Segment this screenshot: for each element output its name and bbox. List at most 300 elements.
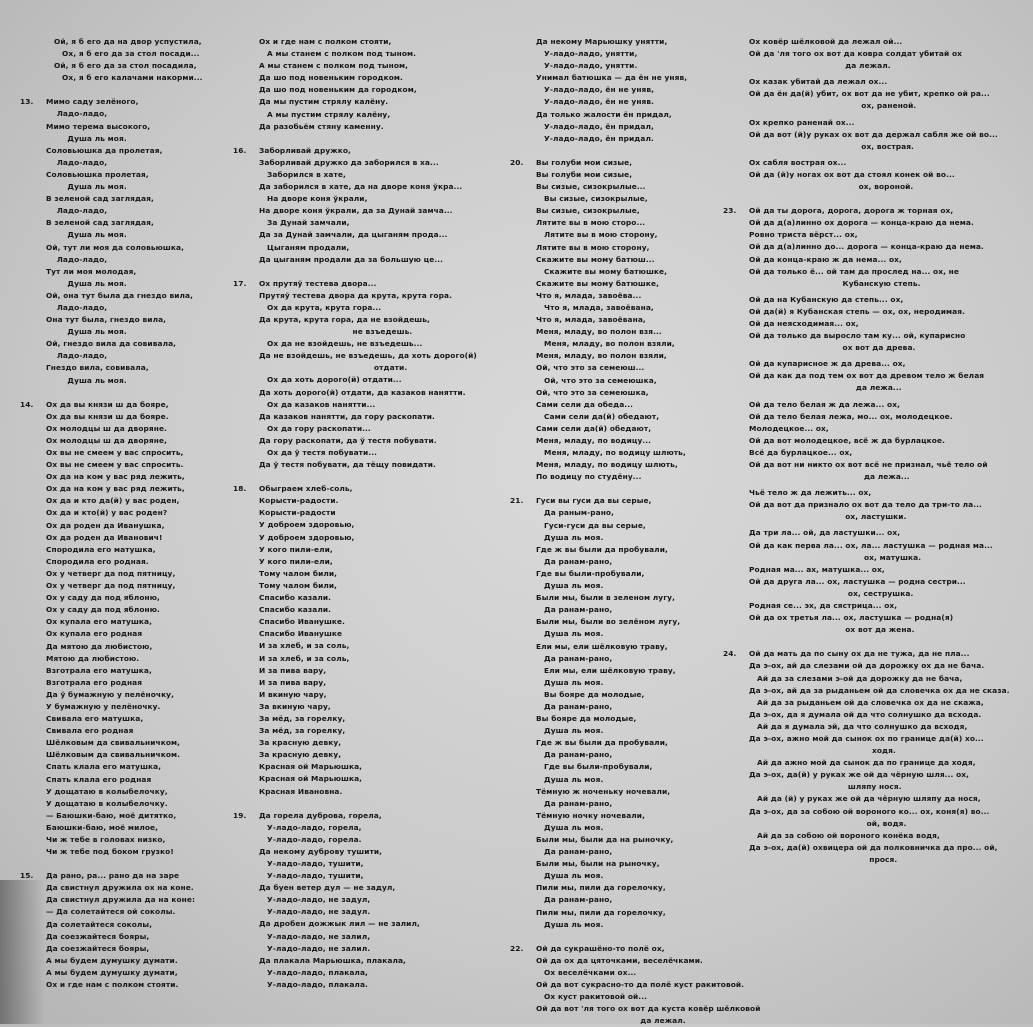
lyric-line: Да не взойдешь, не взъедешь, да хоть дорого(й) [259,351,477,361]
lyric-line: Ох да казаков нанятти... [259,399,376,409]
lyric-line: Ой да вот (й)у руках ох вот да держал сабля же ой во... [749,129,998,139]
lyric-line: Да шо под новеньким городком. [259,73,403,83]
lyric-line: У-ладо-ладо, горела. [259,834,362,844]
lyric-line: Были мы, были во зелёном лугу, [536,617,681,627]
song-block [20,870,220,991]
lyric-line: За красную девку, [259,750,342,760]
lyric-line: Ой, что это за семеюш... [536,363,645,373]
lyric-line: Что я, млада, завоёвана, [536,302,654,312]
lyric-line: Ох да хоть дорого(й) отдати... [259,375,402,385]
lyric-line: У-ладо-ладо, тушити, [259,859,364,868]
lyric-line: Да соезжайтеся бояры, [46,943,150,953]
lyric-line: Душа ль моя. [536,629,604,639]
lyric-line: Корысти-радости. [259,496,339,506]
lyric-line: А мы станем с полком под тыном, [259,61,409,71]
lyric-line: Мимо саду зелёного, [46,97,139,107]
lyric-line: Были мы, были в зеленом лугу, [536,593,675,603]
page-edge-shadow [0,880,45,1024]
song-number: 15. [20,871,34,881]
lyric-line: Ох у саду да под яблоню, [46,593,160,603]
lyric-line: Да три ла... ой, да ластушки... ох, [749,528,901,538]
song-block [510,36,700,145]
lyric-line: Цыганям продали, [259,242,350,252]
lyric-line: Ой да ты дорога, дорога, дорога ж торная ох, [749,206,954,216]
lyric-line: Ох купала его матушка, [46,617,153,627]
lyric-line: У-ладо-ладо, не залил, [259,931,371,941]
lyric-line: Ладо-ладо, [46,302,108,312]
lyric-line: У доброем здоровью, [259,532,355,542]
lyric-line: Прутяў тестева двора да крута, крута гора. [259,290,452,300]
lyric-line: Да шо под новеньким да городком, [259,85,417,95]
lyric-line: ох, ластушки. [749,512,907,522]
lyric-line: Ой да как да под тем ох вот да древом тело ж белая [749,371,985,381]
lyric-line: У кого пили-ели, [259,544,333,554]
lyric-line: Спасибо казали. [259,605,332,615]
lyric-line: Были мы, были да на рыночку, [536,835,674,844]
lyric-line: Ой да друга ла... ох, ластушка — родна сестри... [749,576,966,586]
lyric-line: Красная Ивановна. [259,786,343,796]
lyric-line: Да свистнул дружила ох на коне. [46,883,194,893]
lyric-line: Ой да вот 'ля того ох вот да куста ковёр шёлковой [536,1004,761,1014]
lyric-line: Ладо-ладо, [46,351,108,361]
lyric-line: Меня, младу, по водицу... [536,436,652,445]
lyric-line: Ох прутяў тестева двора... [259,278,377,288]
lyric-line: Ладо-ладо, [46,157,108,167]
lyric-line: Родная се... эх, да сястрица... ох, [749,601,898,611]
lyric-line: В зеленой сад заглядая, [46,218,154,228]
lyric-line: За мёд, за горелку, [259,713,346,723]
lyric-line: Ох да на ком у вас ряд лежить, [46,472,185,482]
lyric-line: Она тут была, гнездо вила, [46,315,167,325]
lyric-line: Ай да за собою ой вороного конёка водя, [749,830,940,840]
lyric-line: Да ранам-рано, [536,895,613,905]
lyric-line: ох, матушка. [749,552,922,562]
lyric-line: Ох молодцы ш да дворяне, [46,435,167,445]
lyric-line: Ох и где нам с полком стояти, [259,37,392,46]
lyric-line: Да хоть дорого(й) отдати, да казаков нанятти. [259,387,466,397]
lyric-line: Да э-ох, да за собою ой вороного ко... ох, коня(я) во... [749,806,990,816]
lyric-line: У-ладо-ладо, не задул. [259,907,371,917]
lyric-line: Душа ль моя. [46,182,127,192]
lyric-line: Да горела дуброва, горела, [259,810,382,820]
lyric-line: Где вы были-пробували, [536,762,653,772]
lyric-line: Да соезжайтеся бояры, [46,931,150,941]
lyric-line: Душа ль моя. [536,677,604,687]
lyric-line: Ай да ажно мой да сынок да по границе да ходя, [749,758,976,768]
lyric-line: Да свистнул дружила да на коне: [46,895,195,905]
lyric-line: У дощатаю в колыбелочку, [46,786,168,796]
lyric-line: ох, вострая. [749,141,914,151]
lyric-line: ох вот да жена. [749,625,915,635]
lyric-line: Унимал батюшка — да ён не уняв, [536,73,688,83]
lyric-line: А мы пустим стрялу калёну, [259,109,391,119]
lyric-line: Вы бояре да молодые, [536,689,645,699]
lyric-line: Да ранам-рано, [536,847,613,857]
lyric-line: Да цыганям продали да за большую це... [259,254,444,264]
lyric-line: Ой да неясходимая... ох, [749,318,859,328]
lyric-line: Ой да 'ля того ох вот да ковра солдат убитай ох [749,49,963,59]
lyric-line: Ох да крута, крута гора... [259,302,382,312]
lyric-line: Да э-ох, да(й) охвицера ой да полковничка да про... ой, [749,842,998,852]
lyric-line: Ох да гору раскопати... [259,423,371,433]
lyric-line: Да э-ох, ай да за рыданьем ой да словечка ох да не сказа. [749,685,1010,695]
song-block [20,399,220,859]
lyric-line: Чьё тело ж да лежить... ох, [749,488,872,498]
song-block [233,483,488,797]
lyric-line: Красная ой Марьюшка, [259,774,363,784]
lyric-line: Ой да ох третья ла... ох, ластушка — родна(я) [749,613,954,623]
lyric-line: Меня, младу, во полон взяли, [536,339,675,349]
lyric-line: ходя. [749,746,896,756]
lyric-line: У-ладо-ладо, горела, [259,822,362,832]
song-block [233,145,488,266]
lyric-line: Ели мы, ели шёлковую траву, [536,665,676,675]
lyrics-column-1 [20,36,220,991]
lyric-line: Чи ж тебе под боком грузко! [46,847,174,857]
lyric-line: Меня, младу, по водицу шлють, [536,460,678,470]
lyric-line: Душа ль моя. [536,726,604,736]
lyric-line: Лятите вы в мою сторо... [536,218,646,228]
lyric-line: Да заборился в хате, да на дворе коня ўкра... [259,182,463,192]
lyric-line: У-ладо-ладо, ён не уняв, [536,85,655,95]
lyric-line: У-ладо-ладо, ён не уняв. [536,97,655,107]
lyric-line: Спать клала его матушка, [46,762,162,772]
lyric-line: Гуси вы гуси да вы серые, [536,496,652,506]
lyric-line: Ох крепко раненай ох... [749,117,855,127]
lyric-line: За мёд, за горелку, [259,726,346,736]
lyric-line: Гнездо вила, совивала, [46,363,149,373]
lyric-line: Ой да только да выросло там ку... ой, купарисно [749,331,966,341]
lyric-line: да лежал. [536,1016,686,1026]
lyric-line: И за хлеб, и за соль, [259,641,350,651]
song-block [233,36,488,133]
lyric-line: ой, водя. [749,818,907,828]
lyric-line: Ой да тело белая ж да лежа... ох, [749,399,900,409]
lyric-line: У-ладо-ладо, унятти. [536,61,638,71]
song-number: 19. [233,810,247,820]
lyric-line: Да крута, крута гора, да не взойдешь, [259,314,430,324]
lyric-line: Да ранам-рано, [536,556,613,566]
lyric-line: Лятите вы в мою сторону, [536,230,658,240]
lyric-line: Лятите вы в мою сторону, [536,242,650,252]
lyric-line: За Дунай замчали, [259,218,350,228]
lyric-line: Ох да на ком у вас ряд лежить, [46,484,185,494]
lyric-line: Да только жалости ён придал, [536,109,672,119]
lyric-line: Да э-ох, да(й) у руках же ой да чёрную шля... ох, [749,770,970,780]
song-block [510,157,700,484]
lyric-line: отдати. [259,363,408,373]
song-block [233,810,488,991]
lyric-line: Ой, я б его да за стол посадила, [46,61,197,71]
lyric-line: По водицу по студёну... [536,472,642,482]
lyric-line: Да ранам-рано, [536,653,613,663]
lyric-line: Ох купала его родная [46,629,143,639]
lyrics-column-4 [723,36,1023,866]
lyric-line: На дворе коня ўкрали, да за Дунай замча... [259,206,453,216]
lyric-line: Ох сабля вострая ох... [749,157,847,167]
lyric-line: Где ж вы были да пробували, [536,738,668,748]
lyric-line: Вы сизые, сизокрылые... [536,182,646,192]
lyric-line: Ох ковёр шёлковой да лежал ой... [749,37,903,46]
lyric-line: Тёмную ночку ночевали, [536,810,645,820]
lyric-line: Душа ль моя. [46,278,127,288]
lyric-line: Да ранам-рано, [536,701,613,711]
lyric-line: Ой да (й)у ногах ох вот да стоял конек ой во... [749,169,955,179]
lyric-line: Душа ль моя. [536,774,604,784]
lyric-line: Да ў тестя побувати, да тёщу повидати. [259,460,436,470]
lyric-line: Спасибо казали. [259,593,332,603]
lyric-line: Ой, гнездо вила да совивала, [46,339,177,349]
lyric-line: Сами сели да обеда... [536,399,634,409]
lyric-line: Да раным-рано, [536,508,615,518]
lyric-line: Ой да конца-краю ж да нема... ох, [749,254,902,264]
lyric-line: Ой да вот да признало ох вот да тело да три-то ла... [749,500,982,510]
lyric-line: ох вот да древа. [749,343,916,353]
lyric-line: Вы голуби мои сизые, [536,169,633,179]
lyric-line: Ох вы не смеем у вас спросить. [46,460,184,470]
song-number: 24. [723,649,737,659]
lyric-line: Тут ли моя молодая, [46,266,137,276]
lyric-line: — Да солетайтеся ой соколы. [46,907,176,917]
lyric-line: Ох куст ракитовой ой... [536,992,648,1002]
lyric-line: Да разобьём стяну каменну. [259,121,384,131]
lyric-line: Соловьюшка пролетая, [46,169,149,179]
lyric-line: да лежа... [749,472,910,482]
lyric-line: ох, сеструшка. [749,588,914,598]
lyric-line: Меня, младу, по водицу шлють, [536,448,686,458]
lyric-line: Сами сели да(й) обедают, [536,423,652,433]
song-number: 21. [510,496,524,506]
lyric-line: Вы сизые, сизокрылые, [536,194,648,204]
lyric-line: Взготрала его родная [46,677,143,687]
lyric-line: У-ладо-ладо, унятти, [536,49,638,59]
lyric-line: У-ладо-ладо, тушити, [259,871,364,881]
lyric-line: Ой, что это за семеюшка, [536,387,649,397]
lyric-line: Кубанскую степь. [749,278,921,288]
song-block [510,943,761,1027]
lyric-line: Душа ль моя. [46,327,127,337]
lyric-line: На дворе коня ўкрали, [259,194,368,204]
lyric-line: Ой да ох да цяточками, веселёчками. [536,955,703,965]
lyric-line: Ох да роден да Иванушка, [46,520,165,530]
lyric-line: Ой да только ё... ой там да прослед на... ох, не [749,266,959,276]
lyric-line: Да ранам-рано, [536,605,613,615]
lyric-line: Меня, младу, во полон взя... [536,327,662,337]
lyric-line: Ох, я б его да за стол посади... [46,49,200,59]
lyric-line: Ох веселёчками ох... [536,967,637,977]
lyric-line: Да солетайтеся соколы, [46,919,153,929]
lyric-line: Что я, млада, завоёвана, [536,315,646,325]
lyric-line: Спородила его матушка, [46,544,156,554]
lyric-line: В зеленой сад заглядая, [46,194,154,204]
lyric-line: И за пива вару, [259,677,327,687]
song-number: 14. [20,399,34,409]
lyric-line: Ох да не взойдешь, не взъедешь... [259,339,423,349]
lyric-line: Скажите вы мому батюшке, [536,266,668,276]
lyric-line: Свивала его родная [46,726,134,736]
lyric-line: Заборился в хате, [259,169,346,179]
lyric-line: Тёмную ж ноченьку ночевали, [536,786,671,796]
lyric-line: Шёлковым да свивальничком, [46,738,181,748]
lyric-line: Душа ль моя. [536,822,604,832]
song-number: 22. [510,943,524,953]
lyric-line: Да некому дуброву тушити, [259,846,383,856]
lyric-line: Ой да(й) я Кубанская степь — ох, ох, неродимая. [749,306,965,316]
lyric-line: Душа ль моя. [46,375,127,385]
lyric-line: Ой да вот молодецкое, всё ж да бурлацкое. [749,435,945,445]
lyric-line: Душа ль моя. [536,532,604,542]
lyric-line: Ох вы не смеем у вас спросить, [46,448,184,457]
lyric-line: За вкиную чару, [259,701,331,711]
song-number: 23. [723,206,737,216]
song-number: 17. [233,278,247,288]
lyric-line: Обыграем хлеб-соль, [259,484,353,494]
lyrics-column-2 [233,36,488,991]
lyric-line: шляпу нося. [749,782,902,792]
lyric-line: Ай да я думала эй, да что солнушко да всходя, [749,721,968,731]
lyric-line: Мимо терема высокого, [46,121,151,131]
lyric-line: Где вы были-пробували, [536,568,645,578]
lyric-line: Заборливай дружко, [259,145,351,155]
lyric-line: Ох да вы князи ш да бояре, [46,399,169,409]
lyric-line: Всё да бурлацкое... ох, [749,447,853,457]
lyric-line: У-ладо-ладо, ён придал, [536,121,654,131]
lyric-line: У-ладо-ладо, ён придал. [536,133,654,143]
lyric-line: Да буен ветер дул — не задул, [259,883,396,893]
lyric-line: Корысти-радости [259,508,336,518]
lyric-line: Да э-ох, ажно мой да сынок ох по границе да(й) хо... [749,733,984,743]
song-block [723,648,1023,866]
lyric-line: Да гору раскопати, да ў тестя побувати. [259,435,437,445]
lyric-line: Красная ой Марьюшка, [259,762,363,772]
lyric-line: Ой да на Кубанскую да степь... ох, [749,294,904,304]
lyric-line: Ох, я б его калачами накорми... [46,73,203,83]
lyric-line: Ох у саду да под яблоню. [46,605,160,615]
lyric-line: Молодецкое... ох, [749,423,829,433]
lyric-line: Мятою да любистою. [46,653,140,663]
lyric-line: Ладо-ладо, [46,206,108,216]
lyric-line: Да мы пустим стрялу калёну. [259,97,389,107]
lyric-line: Ох да ў тестя побувати... [259,448,378,457]
lyric-line: Тому чалом били, [259,568,338,578]
lyric-line: Пили мы, пили да горелочку, [536,883,666,893]
lyric-line: Были мы, были на рыночку, [536,859,660,869]
lyric-line: да лежал. [749,61,891,71]
lyric-line: Ох да роден да Иванович! [46,532,163,542]
lyric-line: Чи ж тебе в головах низко, [46,835,166,844]
lyric-line: Ой да ён да(й) убит, ох вот да не убит, крепко ой ра... [749,89,990,99]
lyric-line: У-ладо-ладо, не залил. [259,943,371,953]
lyric-line: У бумажную у пелёночку. [46,701,161,711]
lyric-line: Спородила его родная. [46,556,149,566]
lyric-line: А мы будем думушку думати, [46,967,178,977]
lyric-line: Душа ль моя. [536,581,604,591]
lyric-line: У доброем здоровью, [259,520,355,530]
lyric-line: Да рано, ра... рано да на заре [46,871,180,881]
lyric-line: Ай да (й) у руках же ой да чёрную шляпу да нося, [749,794,981,804]
lyric-line: Да ранам-рано, [536,798,613,808]
lyric-line: И вкиную чару, [259,689,327,699]
lyric-line: Ох да и кто да(й) у вас роден, [46,496,180,506]
lyric-line: Ох да вы князи ш да бояре. [46,411,169,421]
lyric-line: Да ў бумажную у пелёночку, [46,689,175,699]
song-number: 20. [510,157,524,167]
lyric-line: За красную девку, [259,738,342,748]
lyric-line: Спать клала его родная [46,774,152,784]
lyric-line: Ох и где нам с полком стояти. [46,980,179,990]
lyric-line: Да ранам-рано, [536,750,613,760]
song-block [723,205,1023,636]
lyric-line: Да э-ох, ай да слезами ой да дорожку ох да не бача. [749,661,985,671]
lyric-line: Да плакала Марьюшка, плакала, [259,955,406,965]
lyric-line: Ой да д(а)линно до... дорога — конца-краю да нема. [749,242,984,252]
lyric-line: Ай да за слезами э-ой да дорожку да не бача, [749,673,963,683]
lyric-line: Соловьюшка да пролетая, [46,145,163,155]
song-number: 16. [233,145,247,155]
lyric-line: У кого пили-ели, [259,556,333,566]
lyric-line: Ох молодцы ш да дворяне. [46,423,167,433]
song-block [20,96,220,386]
lyric-line: Душа ль моя. [536,919,604,929]
lyric-line: Заборливай дружко да заборился в ха... [259,157,439,167]
lyric-line: Да э-ох, да я думала ой да что солнушко да всхода. [749,709,982,719]
lyric-line: У дощатаю в колыбелочку. [46,798,168,808]
lyric-line: Ой, она тут была да гнездо вила, [46,290,194,300]
lyric-line: Тому чалом били, [259,580,338,590]
lyric-line: Шёлковым да свивальничком. [46,750,181,760]
lyric-line: Меня, младу, во полон взяли, [536,351,667,361]
song-number: 13. [20,97,34,107]
lyric-line: Спасибо Иванушке [259,629,343,639]
song-block [20,36,220,84]
lyric-line: Ой да вот ни никто ох вот всё не признал, чьё тело ой [749,460,988,469]
lyric-line: да лежа... [749,383,902,393]
lyric-line: Ой да сукрашёно-то полё ох, [536,943,665,953]
lyric-line: Да казаков нанятти, да гору раскопати. [259,411,435,421]
lyric-line: Вы бояре да молодые, [536,714,637,724]
lyric-line: Душа ль моя. [536,871,604,881]
lyric-line: прося. [749,854,898,864]
lyric-line: Скажите вы мому батюшке, [536,278,660,288]
lyric-line: Ох у четверг да под пятницу, [46,581,176,591]
lyric-line: Да дробен дожжык лил — не залил, [259,919,420,929]
lyric-line: Ели мы, ели шёлковую траву, [536,641,668,651]
song-block [723,36,1023,193]
lyric-line: Ох казак убитай да лежал ох... [749,77,888,87]
song-number: 18. [233,484,247,494]
lyric-line: У-ладо-ладо, не задул, [259,895,371,905]
lyric-line: Гуси-гуси да вы серые, [536,520,646,530]
lyric-line: Да некому Марьюшку унятти, [536,37,668,46]
lyric-line: Душа ль моя. [46,133,127,143]
lyric-line: Свивала его матушка, [46,714,144,724]
lyric-line: Да мятою да любистою, [46,641,153,651]
lyric-line: Ай да за рыданьем ой да словечка ох да не скажа, [749,697,984,707]
lyric-line: Ой, тут ли моя да соловьюшка, [46,242,184,252]
lyric-line: А мы станем с полком под тыном. [259,49,417,59]
lyric-line: не взъедешь. [259,327,413,337]
lyric-line: Спасибо Иванушке. [259,617,346,627]
lyric-line: Ой да как перва ла... ох, ла... ластушка — родная ма... [749,540,993,550]
lyric-line: Да за Дунай замчали, да цыганям прода... [259,230,448,240]
lyric-line: Ох да и кто(й) у вас роден? [46,508,168,518]
lyric-line: Ладо-ладо, [46,109,108,119]
lyric-line: Ой да мать да по сыну ох да не тужа, да не пла... [749,649,970,659]
lyric-line: Ой да тело белая лежа, мо... ох, молодецкое. [749,411,953,421]
lyric-line: Скажите вы мому батюш... [536,254,655,264]
lyric-line: Где ж вы были да пробували, [536,544,668,554]
lyric-line: Пили мы, пили да горелочку, [536,907,666,917]
